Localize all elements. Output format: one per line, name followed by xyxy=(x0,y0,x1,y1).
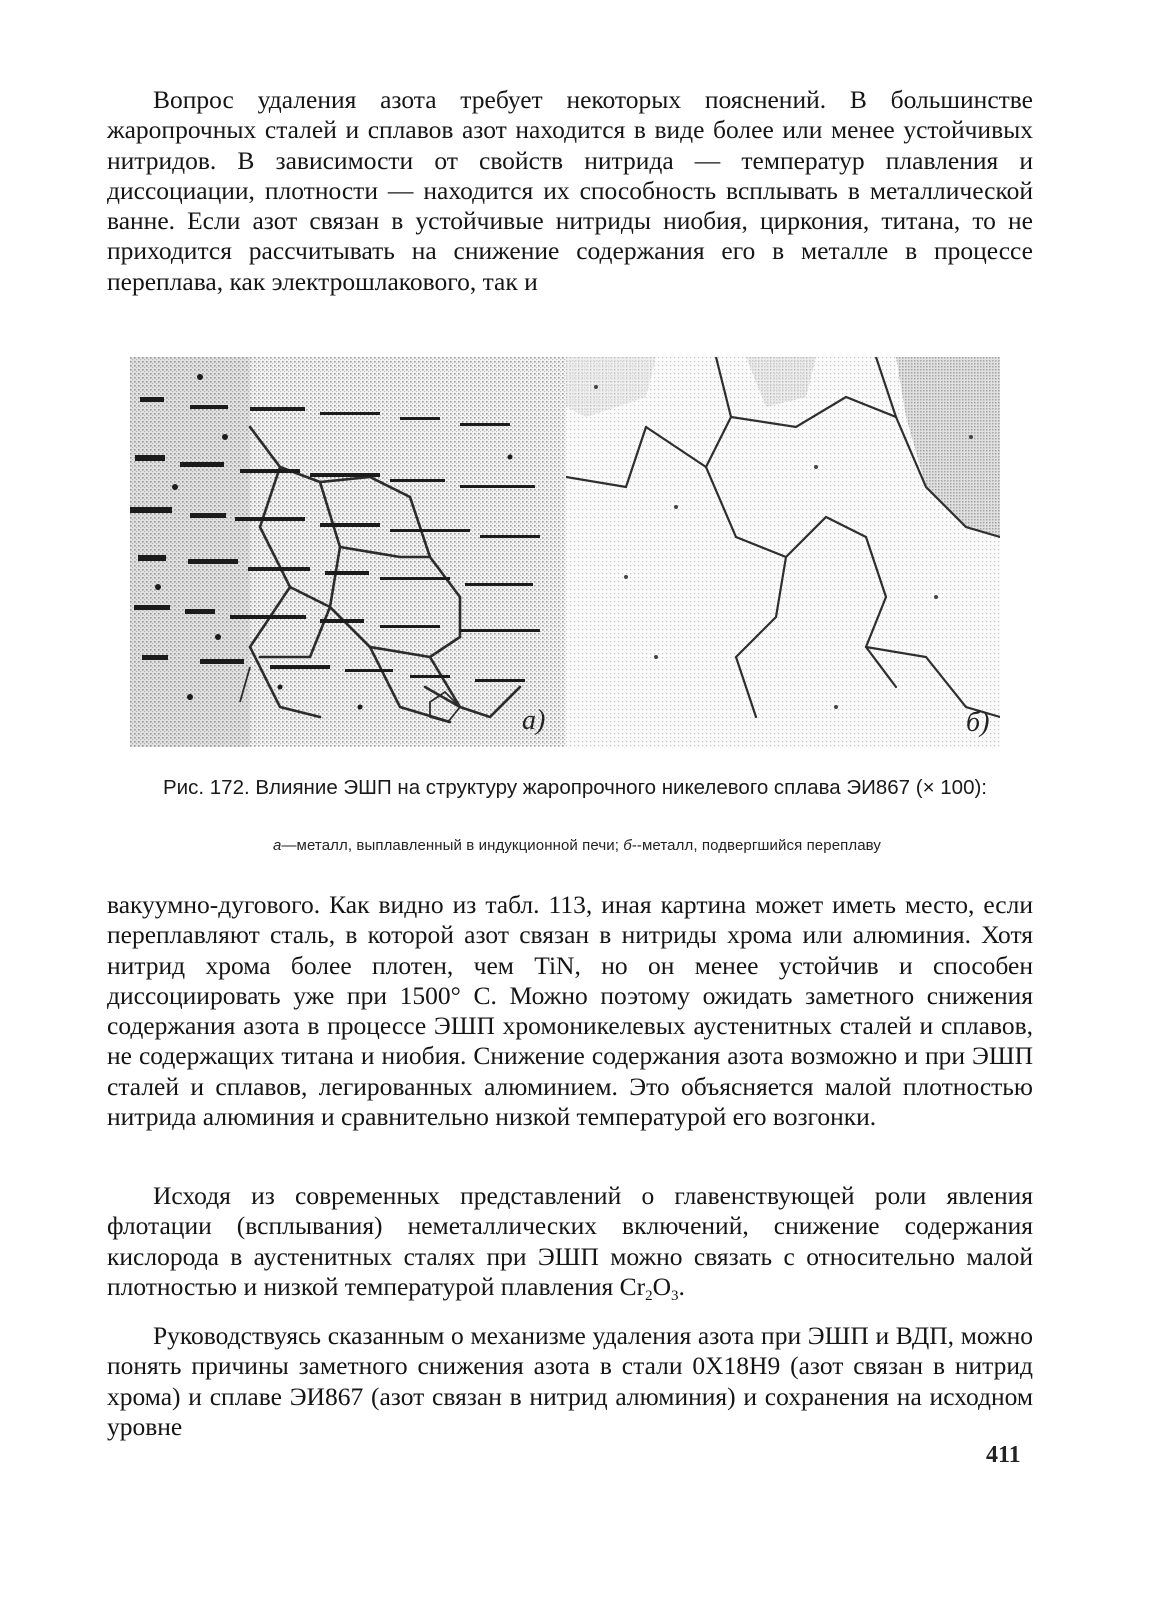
subscript-3: 3 xyxy=(671,1287,679,1304)
figure-label-a: а) xyxy=(522,705,546,736)
page-number: 411 xyxy=(986,1442,1021,1468)
paragraph-3-end: . xyxy=(678,1271,685,1301)
figure-legend xyxy=(112,836,1042,856)
paragraph-1: Вопрос удаления азота требует некоторых пояснений. В большинстве жаропрочных сталей и сплавов азот находится в виде более или менее устойчивых нитридов. В зависимости от свойств нитрида — температур плавления и диссоциации, плотности — находится их способность всплывать в металлической ванне. Если азот связан в устойчивые нитриды ниобия, циркония, титана, то не приходится рассчитывать на снижение содержания его в металле в процессе переплава, как электрошлакового, так и xyxy=(107,85,1033,296)
legend-b-letter: б xyxy=(623,837,632,854)
paragraph-3-text: Исходя из современных представлений о главенствующей роли явления флотации (всплывания) неметаллических включений, снижение содержания кислорода в аустенитных сталях при ЭШП можно связать с относительно малой плотностью и низкой температурой плавления Cr xyxy=(107,1181,1033,1301)
oxygen-symbol: O xyxy=(652,1271,672,1301)
micrograph-b xyxy=(566,357,1000,747)
figure-label-b: б) xyxy=(966,707,990,738)
paragraph-4: Руководствуясь сказанным о механизме удаления азота при ЭШП и ВДП, можно понять причины заметного снижения азота в стали 0Х18Н9 (азот связан в нитрид хрома) и сплаве ЭИ867 (азот связан в нитрид алюминия) и сохранения на исходном уровне xyxy=(107,1321,1033,1441)
figure-caption: Рис. 172. Влияние ЭШП на структуру жаропрочного никелевого сплава ЭИ867 (× 100): xyxy=(163,776,987,799)
micrograph-a xyxy=(130,357,566,747)
figure-172 xyxy=(130,357,1000,747)
legend-a-letter: а xyxy=(273,837,282,854)
legend-a-text: —металл, выплавленный в индукционной печи; xyxy=(281,837,619,854)
subscript-2: 2 xyxy=(645,1287,653,1304)
paragraph-3 xyxy=(107,1181,1033,1311)
paragraph-2: вакуумно-дугового. Как видно из табл. 113, иная картина может иметь место, если переплавляют сталь, в которой азот связан в нитриды хрома или алюминия. Хотя нитрид хрома более плотен, чем TiN, но он менее устойчив и способен диссоциировать уже при 1500° С. Можно поэтому ожидать заметного снижения содержания азота в процессе ЭШП хромоникелевых аустенитных сталей и сплавов, не содержащих титана и ниобия. Снижение содержания азота возможно и при ЭШП сталей и сплавов, легированных алюминием. Это объясняется малой плотностью нитрида алюминия и сравнительно низкой температурой его возгонки. xyxy=(107,890,1033,1132)
legend-b-text: --металл, подвергшийся переплаву xyxy=(631,837,881,854)
